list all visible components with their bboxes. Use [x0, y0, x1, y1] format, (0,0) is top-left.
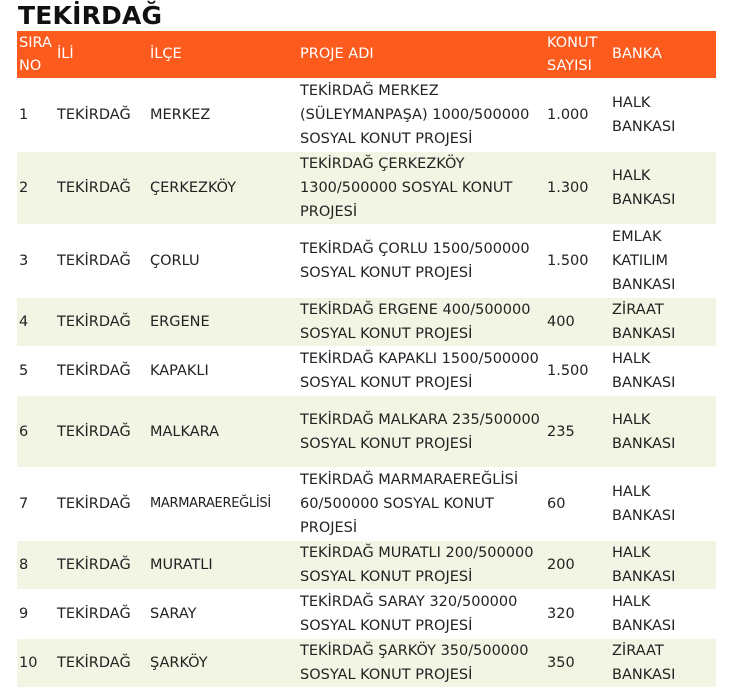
- cell-konut-sayisi: 400: [545, 298, 610, 347]
- cell-banka: HALK BANKASI: [610, 541, 716, 590]
- table-row: [17, 347, 716, 396]
- cell-il: TEKİRDAĞ: [55, 298, 148, 347]
- cell-konut-sayisi: 200: [545, 541, 610, 590]
- cell-konut-sayisi: 235: [545, 396, 610, 468]
- cell-il: TEKİRDAĞ: [55, 468, 148, 541]
- cell-konut-sayisi: 350: [545, 639, 610, 688]
- cell-konut-sayisi: 60: [545, 468, 610, 541]
- cell-konut-sayisi: 1.500: [545, 347, 610, 396]
- header-sira-no: SIRA NO: [17, 31, 55, 79]
- cell-sira-no: 3: [17, 225, 55, 298]
- table-row: [17, 79, 716, 152]
- cell-proje-adi: TEKİRDAĞ ERGENE 400/500000 SOSYAL KONUT PROJESİ: [298, 298, 545, 347]
- table-row: [17, 468, 716, 541]
- cell-banka: HALK BANKASI: [610, 468, 716, 541]
- cell-il: TEKİRDAĞ: [55, 79, 148, 152]
- cell-ilce: ÇERKEZKÖY: [148, 152, 298, 225]
- projects-table: [17, 31, 716, 687]
- cell-banka: EMLAK KATILIM BANKASI: [610, 225, 716, 298]
- cell-proje-adi: TEKİRDAĞ ÇERKEZKÖY 1300/500000 SOSYAL KONUT PROJESİ: [298, 152, 545, 225]
- cell-il: TEKİRDAĞ: [55, 639, 148, 688]
- cell-ilce: ERGENE: [148, 298, 298, 347]
- cell-ilce: MARMARAEREĞLİSİ: [148, 468, 298, 541]
- cell-konut-sayisi: 1.500: [545, 225, 610, 298]
- cell-il: TEKİRDAĞ: [55, 541, 148, 590]
- cell-banka: HALK BANKASI: [610, 396, 716, 468]
- cell-proje-adi: TEKİRDAĞ ŞARKÖY 350/500000 SOSYAL KONUT PROJESİ: [298, 639, 545, 688]
- cell-banka: ZİRAAT BANKASI: [610, 298, 716, 347]
- cell-banka: HALK BANKASI: [610, 79, 716, 152]
- cell-il: TEKİRDAĞ: [55, 347, 148, 396]
- header-proje-adi: PROJE ADI: [298, 31, 545, 79]
- cell-proje-adi: TEKİRDAĞ MERKEZ (SÜLEYMANPAŞA) 1000/500000 SOSYAL KONUT PROJESİ: [298, 79, 545, 152]
- table-row: [17, 639, 716, 688]
- cell-sira-no: 5: [17, 347, 55, 396]
- cell-sira-no: 6: [17, 396, 55, 468]
- cell-proje-adi: TEKİRDAĞ KAPAKLI 1500/500000 SOSYAL KONUT PROJESİ: [298, 347, 545, 396]
- table-row: [17, 225, 716, 298]
- cell-konut-sayisi: 1.000: [545, 79, 610, 152]
- cell-banka: HALK BANKASI: [610, 347, 716, 396]
- cell-sira-no: 8: [17, 541, 55, 590]
- page-title: TEKİRDAĞ: [18, 1, 163, 30]
- cell-il: TEKİRDAĞ: [55, 590, 148, 639]
- cell-il: TEKİRDAĞ: [55, 152, 148, 225]
- header-banka: BANKA: [610, 31, 716, 79]
- cell-ilce: SARAY: [148, 590, 298, 639]
- cell-konut-sayisi: 1.300: [545, 152, 610, 225]
- cell-sira-no: 2: [17, 152, 55, 225]
- cell-ilce: ŞARKÖY: [148, 639, 298, 688]
- header-konut-sayisi: KONUT SAYISI: [545, 31, 610, 79]
- cell-sira-no: 10: [17, 639, 55, 688]
- cell-banka: HALK BANKASI: [610, 590, 716, 639]
- header-ilce: İLÇE: [148, 31, 298, 79]
- cell-ilce: MERKEZ: [148, 79, 298, 152]
- cell-proje-adi: TEKİRDAĞ MALKARA 235/500000 SOSYAL KONUT PROJESİ: [298, 396, 545, 468]
- cell-il: TEKİRDAĞ: [55, 396, 148, 468]
- cell-ilce: MURATLI: [148, 541, 298, 590]
- cell-ilce: KAPAKLI: [148, 347, 298, 396]
- cell-proje-adi: TEKİRDAĞ ÇORLU 1500/500000 SOSYAL KONUT PROJESİ: [298, 225, 545, 298]
- table-header-row: [17, 31, 716, 79]
- cell-sira-no: 7: [17, 468, 55, 541]
- cell-sira-no: 4: [17, 298, 55, 347]
- cell-proje-adi: TEKİRDAĞ MURATLI 200/500000 SOSYAL KONUT PROJESİ: [298, 541, 545, 590]
- cell-il: TEKİRDAĞ: [55, 225, 148, 298]
- table-row: [17, 590, 716, 639]
- table-row: [17, 298, 716, 347]
- cell-sira-no: 9: [17, 590, 55, 639]
- cell-ilce: MALKARA: [148, 396, 298, 468]
- cell-proje-adi: TEKİRDAĞ SARAY 320/500000 SOSYAL KONUT PROJESİ: [298, 590, 545, 639]
- cell-proje-adi: TEKİRDAĞ MARMARAEREĞLİSİ 60/500000 SOSYAL KONUT PROJESİ: [298, 468, 545, 541]
- cell-banka: HALK BANKASI: [610, 152, 716, 225]
- table-row: [17, 541, 716, 590]
- header-il: İLİ: [55, 31, 148, 79]
- cell-konut-sayisi: 320: [545, 590, 610, 639]
- cell-banka: ZİRAAT BANKASI: [610, 639, 716, 688]
- table-row: [17, 152, 716, 225]
- cell-ilce: ÇORLU: [148, 225, 298, 298]
- cell-sira-no: 1: [17, 79, 55, 152]
- table-row: [17, 396, 716, 468]
